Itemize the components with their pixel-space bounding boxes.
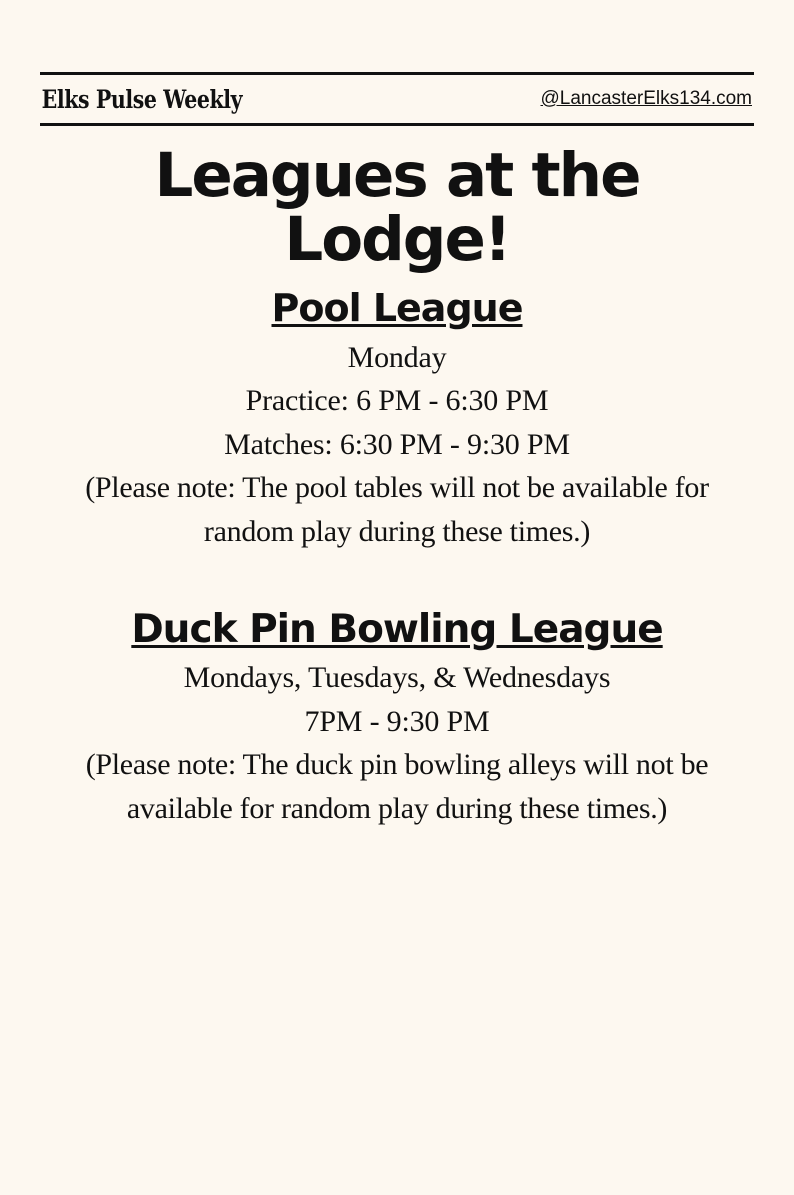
page-title: Leagues at the Lodge! (154, 140, 640, 276)
newsletter-title: Elks Pulse Weekly (41, 84, 243, 114)
section-duck-pin-bowling-league (40, 609, 754, 830)
flyer-page (0, 72, 794, 1195)
section-note-pool-league: (Please note: The pool tables will not be available for random play during these times.) (85, 471, 709, 548)
schedule-line: Practice: 6 PM - 6:30 PM (245, 384, 549, 418)
schedule-line: Mondays, Tuesdays, & Wednesdays (183, 661, 611, 695)
schedule-line: 7PM - 9:30 PM (304, 704, 490, 738)
schedule-line: Monday (347, 340, 447, 374)
section-title-pool-league: Pool League (271, 286, 523, 331)
section-note-duck-pin-bowling-league: (Please note: The duck pin bowling alleys will not be available for random play during these times.) (85, 748, 709, 825)
schedule-line: Matches: 6:30 PM - 9:30 PM (224, 427, 570, 461)
section-lines-pool-league (40, 336, 754, 554)
section-title-duck-pin-bowling-league: Duck Pin Bowling League (131, 607, 663, 653)
website-handle-link[interactable]: @LancasterElks134.com (540, 88, 752, 109)
masthead (40, 72, 754, 126)
section-spacer (40, 553, 754, 609)
section-lines-duck-pin-bowling-league (40, 656, 754, 830)
section-pool-league (40, 288, 754, 553)
